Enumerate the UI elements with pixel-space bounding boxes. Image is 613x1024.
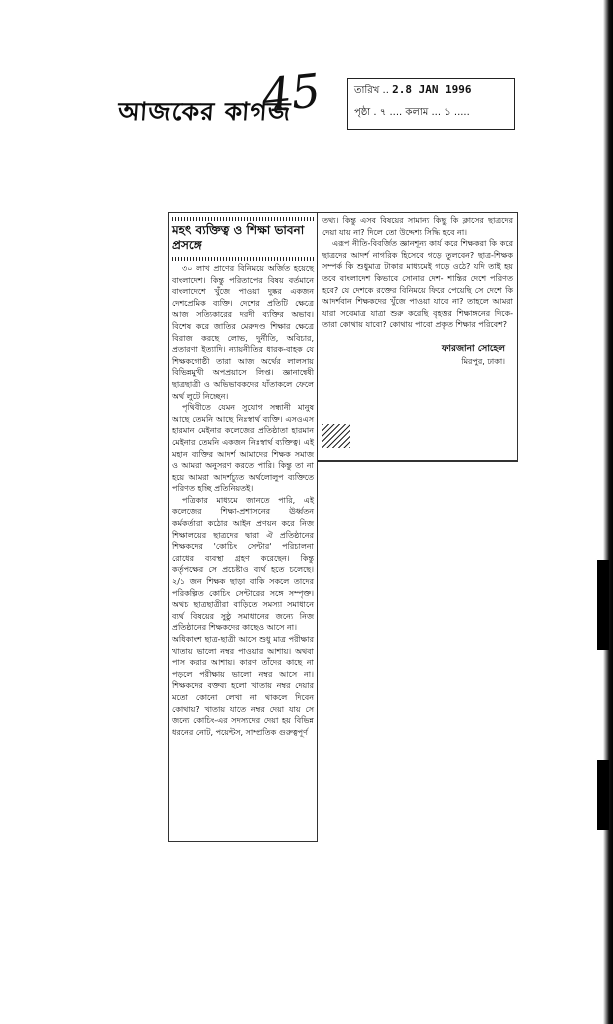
article-paragraph: ৩০ লাখ প্রাণের বিনিময়ে অর্জিত হয়েছে বাংলাদেশ। কিন্তু পরিতাপের বিষয় বর্তমানে বাংলাদেশে খুঁজে পাওয়া দুষ্কর একজন দেশপ্রেমিক ব্যক্তি। দেশের প্রতিটি ক্ষেত্রে আজ সত্যিকারের দরদী ব্যক্তির অভাব। বিশেষ করে জাতির মেরুদণ্ড শিক্ষার ক্ষেত্রে বিরাজ করছে লোভ, দুর্নীতি, অবিচার, প্রতারণা ইত্যাদি। ন্যায়নীতির ধারক-বাহক যে শিক্ষকগোষ্ঠী তারা আজ অর্থের লালসায় বিভিন্নমুখী অপপ্রয়াসে লিপ্ত। জ্ঞানান্বেষী ছাত্রছাত্রী ও অভিভাবকদের যাঁতাকলে ফেলে অর্থ লুটে নিচ্ছেন। [172, 264, 314, 401]
date-stamp [347, 78, 515, 130]
stamp-page-row: পৃষ্ঠা . ৭ .... কলাম ... ১ ..... [354, 107, 470, 118]
decorative-border [172, 217, 314, 221]
stamp-column-value: ১ [444, 107, 451, 118]
article-paragraph: অধিকাংশ ছাত্র-ছাত্রী আসে শুধু মাত্র পরীক্ষার খাতায় ভালো নম্বর পাওয়ার আশায়। অথবা পাস করার আশায়। কারণ তাঁদের কাছে না পড়লে পরীক্ষায় ভালো নম্বর আসে না। শিক্ষকদের বক্তব্য হলো খাতায় নম্বর দেয়ার মতো কোনো লেখা না থাকলে দিবেন কোথায়? খাতায় যাতে নম্বর দেয়া যায় সে জন্যে কোচিং-এর সদস্যদের দেয়া হয় বিভিন্ন ধরনের নোট, পয়েন্টস, সাম্প্রতিক গুরুত্বপূর্ণ [172, 635, 314, 737]
article-paragraph: এরূপ নীতি-বিবর্জিত জ্ঞানশূন্য কার্য করে শিক্ষকরা কি করে ছাত্রদের আদর্শ নাগরিক হিসেবে গড়ে তুলবেন? ছাত্র-শিক্ষক সম্পর্ক কি শুধুমাত্র টাকার মাধ্যমেই গড়ে ওঠে? যদি তাই হয় তবে বাংলাদেশ কিভাবে সোনার দেশ- শান্তির দেশে পরিণত হবে? যে দেশকে রক্তের বিনিময়ে ফিরে পেয়েছি সে দেশে কি আদর্শবান শিক্ষকদের খুঁজে পাওয়া যাবে না? তাহলে আমরা যারা সবেমাত্র যাত্রা শুরু করেছি বৃহত্তর শিক্ষাঙ্গনের দিকে-তারা কোথায় যাবো? কোথায় পাবো প্রকৃত শিক্ষার পরিবেশ? [322, 239, 513, 330]
stamp-date-value: 2.8 JAN 1996 [392, 83, 472, 96]
ink-scratch-mark [322, 424, 350, 448]
scan-right-edge [603, 0, 613, 1024]
column-divider [318, 460, 518, 462]
article-paragraph: পৃথিবীতে যেমন সুযোগ সন্ধানী মানুষ আছে তেমনি আছে নিঃস্বার্থ ব্যক্তি। এসওএস হারমান মেইনার কলেজের প্রতিষ্ঠাতা হারমান মেইনার তেমনি একজন নিঃস্বার্থ ব্যক্তিত্ব। এই মহান ব্যক্তির আদর্শ আমাদের শিক্ষক সমাজ ও আমরা অনুসরণ করতে পারি। কিন্তু তা না হয়ে আমরা আদর্শচ্যুত অর্থলোলুপ ব্যক্তিতে পরিণত হচ্ছি প্রতিনিয়তই। [172, 403, 314, 494]
stamp-column-label: কলাম [405, 107, 429, 118]
scan-edge-mark [597, 560, 609, 650]
newspaper-clipping [163, 212, 523, 844]
stamp-page-value: ৭ [379, 107, 387, 118]
decorative-border [172, 257, 314, 261]
newspaper-name: আজকের কাগজ [117, 97, 293, 126]
byline-place: মিরপুর, ঢাকা। [461, 356, 505, 366]
article-paragraph: পত্রিকার মাধ্যমে জানতে পারি, এই কলেজের শিক্ষা-প্রশাসনের ঊর্ধ্বতন কর্মকর্তারা কঠোর আইন প্রণয়ন করে নিজ শিক্ষালয়ের ছাত্রদের দ্বারা ঐ প্রতিষ্ঠানের শিক্ষকদের 'কোচিং সেন্টার' পরিচালনা রোধের ব্যবস্থা গ্রহণ করেছেন। কিন্তু কর্তৃপক্ষের সে প্রচেষ্টাও ব্যর্থ হতে চলেছে। ২/১ জন শিক্ষক ছাড়া বাকি সকলে তাদের পরিকল্পিত কোচিং সেন্টারের সঙ্গে সম্পৃক্ত। অথচ ছাত্রছাত্রীরা বাড়িতে সমস্যা সমাধানে ব্যর্থ বিষয়ের সুষ্ঠু সমাধানের জন্যে নিজ প্রতিষ্ঠানের শিক্ষকদের কাছেও আসে না। [172, 495, 314, 633]
article-column-2 [318, 212, 518, 460]
scan-edge-mark [597, 760, 609, 830]
stamp-date-label: তারিখ [354, 85, 380, 96]
stamp-page-label: পৃষ্ঠা [354, 107, 371, 118]
byline-name: ফারজানা সোহেল [441, 343, 505, 354]
article-headline: মহৎ ব্যক্তিত্ব ও শিক্ষা ভাবনা প্রসঙ্গে [172, 223, 305, 252]
article-column-1 [168, 212, 318, 842]
handwritten-number: 45 [259, 63, 324, 123]
stamp-date-row: তারিখ .. 2.8 JAN 1996 [354, 83, 472, 96]
article-paragraph: তথ্য। কিন্তু এসব বিষয়ের সামান্য কিছু কি ক্লাসের ছাত্রদের দেয়া যায় না? দিলে তো উদ্দেশ্য সিদ্ধি হবে না। [322, 216, 513, 237]
